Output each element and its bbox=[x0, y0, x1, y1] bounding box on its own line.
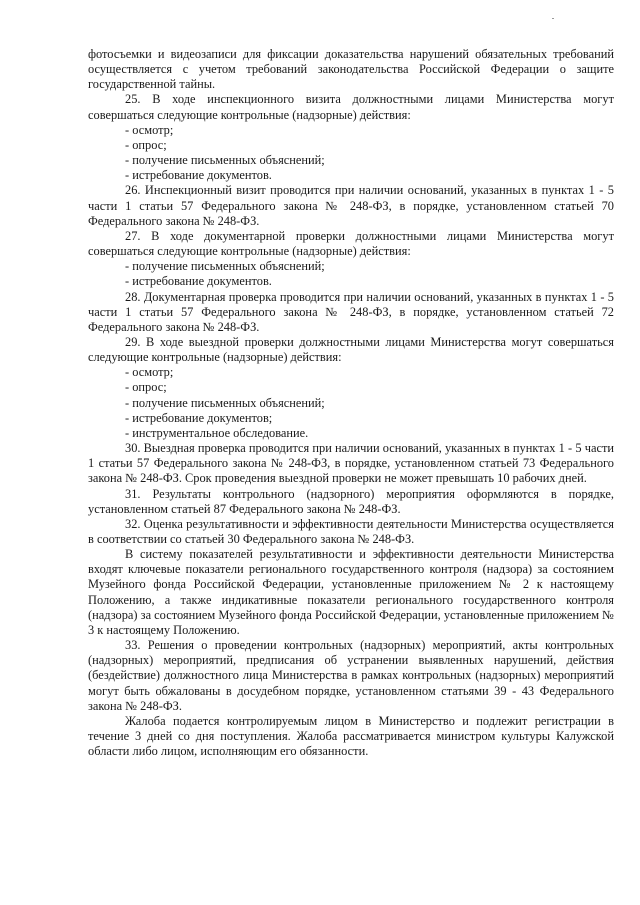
list-item: - опрос; bbox=[125, 137, 167, 152]
list-item: - опрос; bbox=[125, 380, 167, 395]
paragraph-33-complaint: Жалоба подается контролируемым лицом в Министерство и подлежит регистрации в течение 3 дней со дня поступления. Жалоба рассматривается министром культуры Калужской области либо лицом, исполняющим его обязанности. bbox=[88, 713, 614, 759]
paragraph-continuation: фотосъемки и видеозаписи для фиксации доказательства нарушений обязательных требований осуществляется с учетом требований законодательства Российской Федерации о защите государственной тайны. bbox=[88, 47, 614, 92]
scan-artifact bbox=[552, 18, 554, 19]
paragraph-30: 30. Выездная проверка проводится при наличии оснований, указанных в пунктах 1 - 5 части 1 статьи 57 Федерального закона № 248-ФЗ, в порядке, установленном статьей 73 Федерального закона № 248-ФЗ. Срок проведения выездной проверки не может превышать 10 рабочих дней. bbox=[88, 441, 614, 486]
paragraph-32: 32. Оценка результативности и эффективности деятельности Министерства осуществляется в соответствии со статьей 30 Федерального закона № 248-ФЗ. bbox=[88, 516, 614, 546]
paragraph-27: 27. В ходе документарной проверки должностными лицами Министерства могут совершаться следующие контрольные (надзорные) действия: bbox=[88, 228, 614, 259]
list-item: - истребование документов; bbox=[125, 410, 273, 425]
list-item: - осмотр; bbox=[125, 365, 174, 380]
paragraph-33: 33. Решения о проведении контрольных (надзорных) мероприятий, акты контрольных (надзорных) мероприятий, предписания об устранении выявленных нарушений, действия (бездействие) должностного лица Министерства в рамках контрольных (надзорных) мероприятий могут быть обжалованы в досудебном порядке, установленном статьями 39 - 43 Федерального закона № 248-ФЗ. bbox=[88, 638, 614, 713]
paragraph-32-indicators: В систему показателей результативности и эффективности деятельности Министерства входят ключевые показатели регионального государственного контроля (надзора) за состоянием Музейного фонда Российской Федерации, установленные приложением № 2 к настоящему Положению, а также индикативные показатели регионального государственного контроля (надзора) за состоянием Музейного фонда Российской Федерации, установленные приложением № 3 к настоящему Положению. bbox=[88, 547, 614, 637]
paragraph-31: 31. Результаты контрольного (надзорного) мероприятия оформляются в порядке, установленном статьей 87 Федерального закона № 248-ФЗ. bbox=[88, 486, 614, 516]
list-item: - получение письменных объяснений; bbox=[125, 153, 325, 168]
list-29 bbox=[88, 365, 614, 441]
list-item: - получение письменных объяснений; bbox=[125, 259, 325, 274]
paragraph-25: 25. В ходе инспекционного визита должностными лицами Министерства могут совершаться следующие контрольные (надзорные) действия: bbox=[88, 92, 614, 122]
list-item: - истребование документов. bbox=[125, 274, 272, 289]
list-item: - осмотр; bbox=[125, 122, 174, 137]
list-item: - получение письменных объяснений; bbox=[125, 395, 325, 410]
paragraph-28: 28. Документарная проверка проводится при наличии оснований, указанных в пунктах 1 - 5 части 1 статьи 57 Федерального закона № 248-ФЗ, в порядке, установленном статьей 72 Федерального закона № 248-ФЗ. bbox=[88, 289, 614, 334]
list-item: - истребование документов. bbox=[125, 168, 272, 183]
paragraph-29: 29. В ходе выездной проверки должностными лицами Министерства могут совершаться следующие контрольные (надзорные) действия: bbox=[88, 334, 614, 365]
paragraph-26: 26. Инспекционный визит проводится при наличии оснований, указанных в пунктах 1 - 5 части 1 статьи 57 Федерального закона № 248-ФЗ, в порядке, установленном статьей 70 Федерального закона № 248-ФЗ. bbox=[88, 183, 614, 228]
list-27 bbox=[88, 259, 614, 289]
list-25 bbox=[88, 123, 614, 184]
document-page bbox=[88, 47, 614, 759]
list-item: - инструментальное обследование. bbox=[125, 425, 309, 440]
